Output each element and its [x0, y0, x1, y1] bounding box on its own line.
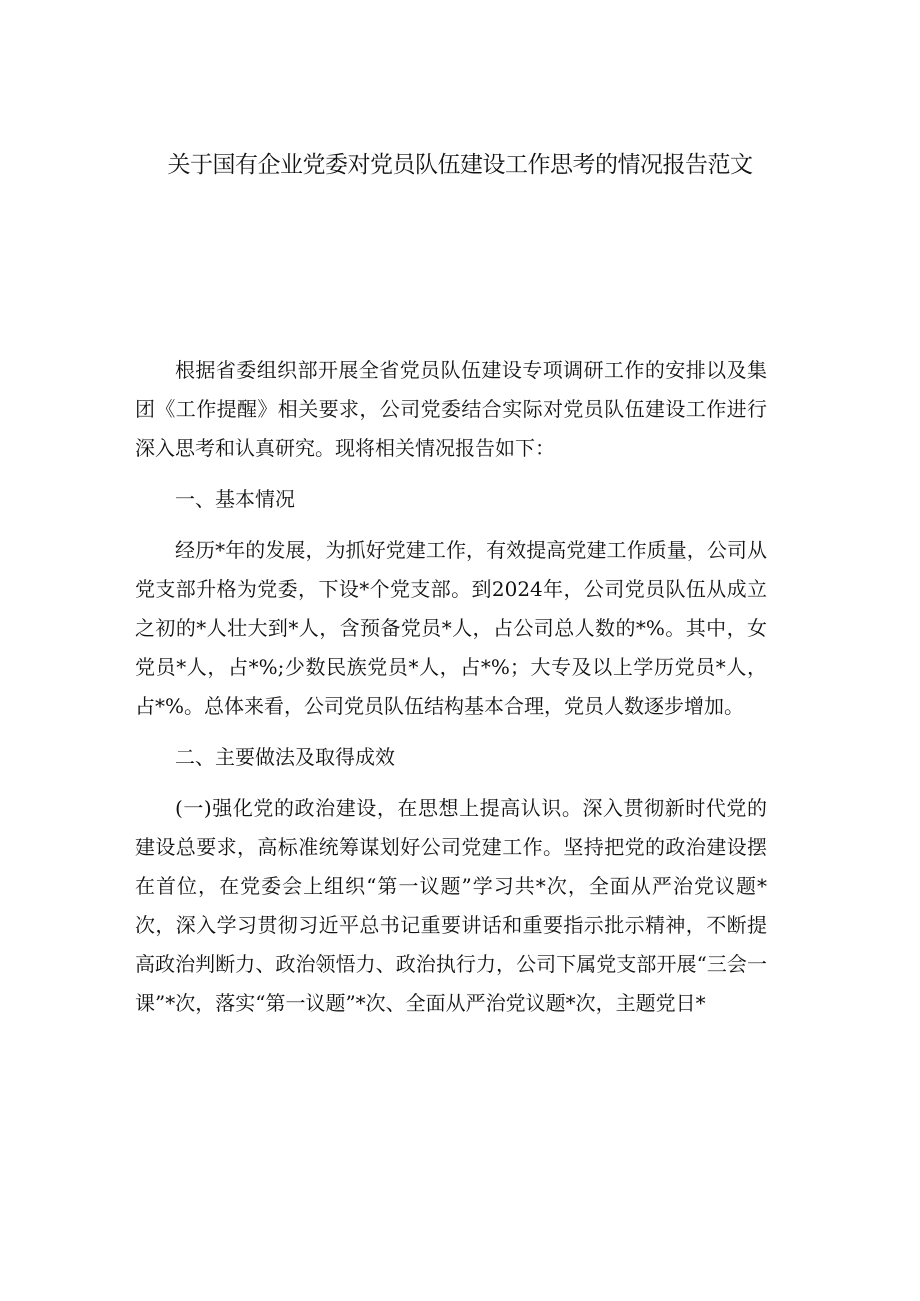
document-title: 关于国有企业党委对党员队伍建设工作思考的情况报告范文 [167, 152, 753, 178]
section-heading-main-practices: 二、主要做法及取得成效 [175, 745, 395, 769]
section-heading-basic-situation: 一、基本情况 [175, 487, 295, 511]
intro-paragraph: 根据省委组织部开展全省党员队伍建设专项调研工作的安排以及集团《工作提醒》相关要求，公司党委结合实际对党员队伍建设工作进行深入思考和认真研究。现将相关情况报告如下： [135, 358, 767, 460]
political-building-paragraph: (一)强化党的政治建设，在思想上提高认识。深入贯彻新时代党的建设总要求，高标准统筹谋划好公司党建工作。坚持把党的政治建设摆在首位，在党委会上组织“第一议题”学习共*次，全面从严治党议题*次，深入学习贯彻习近平总书记重要讲话和重要指示批示精神，不断提高政治判断力、政治领悟力、政治执行力，公司下属党支部开展“三会一课”*次，落实“第一议题”*次、全面从严治党议题*次，主题党日* [135, 796, 767, 1015]
basic-situation-paragraph: 经历*年的发展，为抓好党建工作，有效提高党建工作质量，公司从党支部升格为党委，下设*个党支部。到2024年，公司党员队伍从成立之初的*人壮大到*人，含预备党员*人，占公司总人数的*%。其中，女党员*人，占*%;少数民族党员*人，占*%；大专及以上学历党员*人，占*%。总体来看，公司党员队伍结构基本合理，党员人数逐步增加。 [135, 538, 767, 718]
document-body [135, 351, 767, 1035]
